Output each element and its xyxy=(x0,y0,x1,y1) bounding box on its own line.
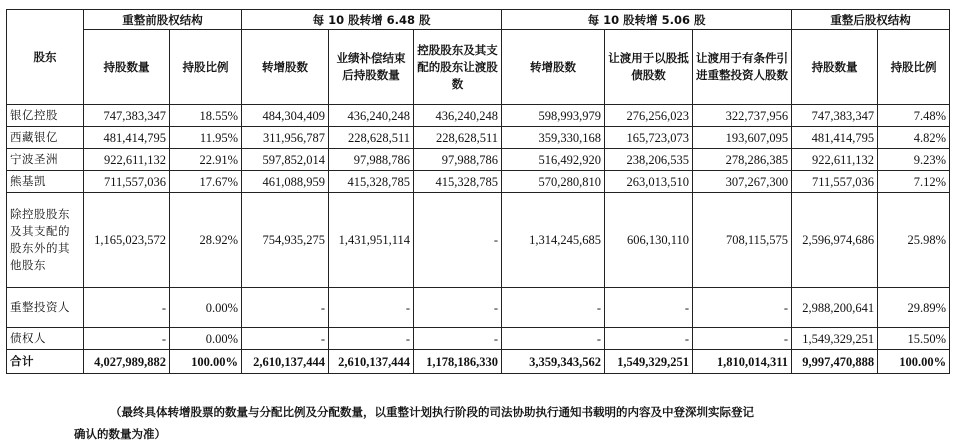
cell-c506-debt: 263,013,510 xyxy=(605,171,693,193)
header-convert-648: 每 10 股转增 6.48 股 xyxy=(242,10,502,30)
cell-after-shares: 2,988,200,641 xyxy=(792,288,878,328)
cell-after-shares: 922,611,132 xyxy=(792,149,878,171)
cell-after-shares: 481,414,795 xyxy=(792,127,878,149)
cell-c506-debt: - xyxy=(605,328,693,350)
cell-c506-investor: - xyxy=(693,328,792,350)
cell-after-ratio: 25.98% xyxy=(878,193,950,288)
total-after-ratio: 100.00% xyxy=(878,350,950,374)
table-row xyxy=(7,171,950,193)
subheader-c506-investor: 让渡用于有条件引进重整投资人股数 xyxy=(693,30,792,105)
subheader-before-ratio: 持股比例 xyxy=(170,30,242,105)
cell-after-ratio: 29.89% xyxy=(878,288,950,328)
cell-c506-investor: 278,286,385 xyxy=(693,149,792,171)
table-row xyxy=(7,105,950,127)
cell-before-shares: - xyxy=(84,288,170,328)
header-after: 重整后股权结构 xyxy=(792,10,950,30)
header-convert-506: 每 10 股转增 5.06 股 xyxy=(502,10,792,30)
top-header-row xyxy=(7,10,950,30)
cell-after-ratio: 7.12% xyxy=(878,171,950,193)
cell-c648-added: 484,304,409 xyxy=(242,105,329,127)
cell-after-shares: 711,557,036 xyxy=(792,171,878,193)
cell-c506-debt: 606,130,110 xyxy=(605,193,693,288)
total-c506-added: 3,359,343,562 xyxy=(502,350,605,374)
total-c648-transferred: 1,178,186,330 xyxy=(414,350,502,374)
sub-header-row xyxy=(7,30,950,105)
cell-c648-transferred: - xyxy=(414,193,502,288)
row-name: 重整投资人 xyxy=(7,288,84,328)
cell-before-ratio: 0.00% xyxy=(170,328,242,350)
cell-before-ratio: 0.00% xyxy=(170,288,242,328)
cell-c506-investor: 708,115,575 xyxy=(693,193,792,288)
cell-c648-held-after: 1,431,951,114 xyxy=(329,193,414,288)
cell-c648-held-after: - xyxy=(329,328,414,350)
cell-c506-investor: 322,737,956 xyxy=(693,105,792,127)
table-row xyxy=(7,149,950,171)
cell-after-ratio: 9.23% xyxy=(878,149,950,171)
cell-before-shares: 711,557,036 xyxy=(84,171,170,193)
cell-c648-held-after: 97,988,786 xyxy=(329,149,414,171)
cell-c648-transferred: 415,328,785 xyxy=(414,171,502,193)
cell-before-shares: 747,383,347 xyxy=(84,105,170,127)
cell-c648-transferred: 436,240,248 xyxy=(414,105,502,127)
cell-before-ratio: 28.92% xyxy=(170,193,242,288)
cell-c506-added: 570,280,810 xyxy=(502,171,605,193)
cell-c506-added: 359,330,168 xyxy=(502,127,605,149)
subheader-after-ratio: 持股比例 xyxy=(878,30,950,105)
cell-after-shares: 1,549,329,251 xyxy=(792,328,878,350)
subheader-before-shares: 持股数量 xyxy=(84,30,170,105)
subheader-c648-transferred: 控股股东及其支配的股东让渡股数 xyxy=(414,30,502,105)
cell-c648-transferred: 97,988,786 xyxy=(414,149,502,171)
subheader-c648-added: 转增股数 xyxy=(242,30,329,105)
footnote-line-1: （最终具体转增股票的数量与分配比例及分配数量，以重整计划执行阶段的司法协助执行通知书载明的内容及中登深圳实际登记 xyxy=(110,405,754,419)
cell-after-ratio: 4.82% xyxy=(878,127,950,149)
subheader-c648-held-after: 业绩补偿结束后持股数量 xyxy=(329,30,414,105)
total-c648-added: 2,610,137,444 xyxy=(242,350,329,374)
cell-c648-held-after: - xyxy=(329,288,414,328)
total-c506-debt: 1,549,329,251 xyxy=(605,350,693,374)
table-row xyxy=(7,193,950,288)
cell-before-shares: 1,165,023,572 xyxy=(84,193,170,288)
row-name: 银亿控股 xyxy=(7,105,84,127)
row-name: 宁波圣洲 xyxy=(7,149,84,171)
total-c506-investor: 1,810,014,311 xyxy=(693,350,792,374)
cell-c648-held-after: 436,240,248 xyxy=(329,105,414,127)
cell-before-ratio: 18.55% xyxy=(170,105,242,127)
header-before: 重整前股权结构 xyxy=(84,10,242,30)
subheader-c506-debt: 让渡用于以股抵债股数 xyxy=(605,30,693,105)
footnote xyxy=(0,401,955,445)
cell-c648-transferred: - xyxy=(414,288,502,328)
cell-c506-investor: 193,607,095 xyxy=(693,127,792,149)
cell-c506-debt: 276,256,023 xyxy=(605,105,693,127)
total-row xyxy=(7,350,950,374)
cell-c648-held-after: 415,328,785 xyxy=(329,171,414,193)
cell-after-shares: 747,383,347 xyxy=(792,105,878,127)
row-name: 熊基凯 xyxy=(7,171,84,193)
cell-c648-added: 461,088,959 xyxy=(242,171,329,193)
cell-before-shares: 922,611,132 xyxy=(84,149,170,171)
cell-c648-held-after: 228,628,511 xyxy=(329,127,414,149)
cell-before-ratio: 11.95% xyxy=(170,127,242,149)
total-label: 合计 xyxy=(7,350,84,374)
cell-before-ratio: 22.91% xyxy=(170,149,242,171)
cell-c506-investor: 307,267,300 xyxy=(693,171,792,193)
header-shareholder: 股东 xyxy=(7,10,84,105)
cell-c648-added: - xyxy=(242,328,329,350)
cell-c506-added: - xyxy=(502,328,605,350)
cell-c506-debt: 238,206,535 xyxy=(605,149,693,171)
total-before-shares: 4,027,989,882 xyxy=(84,350,170,374)
total-before-ratio: 100.00% xyxy=(170,350,242,374)
cell-c506-added: 516,492,920 xyxy=(502,149,605,171)
cell-c648-added: 311,956,787 xyxy=(242,127,329,149)
cell-before-shares: - xyxy=(84,328,170,350)
row-name: 除控股股东及其支配的股东外的其他股东 xyxy=(7,193,84,288)
table-row xyxy=(7,127,950,149)
table-row xyxy=(7,288,950,328)
cell-c506-added: 1,314,245,685 xyxy=(502,193,605,288)
cell-c648-added: - xyxy=(242,288,329,328)
equity-structure-table xyxy=(6,9,950,374)
cell-after-ratio: 15.50% xyxy=(878,328,950,350)
footnote-line-2: 确认的数量为准） xyxy=(74,427,166,441)
subheader-c506-added: 转增股数 xyxy=(502,30,605,105)
row-name: 债权人 xyxy=(7,328,84,350)
cell-c506-added: - xyxy=(502,288,605,328)
total-after-shares: 9,997,470,888 xyxy=(792,350,878,374)
cell-c506-investor: - xyxy=(693,288,792,328)
total-c648-held-after: 2,610,137,444 xyxy=(329,350,414,374)
subheader-after-shares: 持股数量 xyxy=(792,30,878,105)
cell-before-shares: 481,414,795 xyxy=(84,127,170,149)
cell-c506-added: 598,993,979 xyxy=(502,105,605,127)
cell-c506-debt: - xyxy=(605,288,693,328)
cell-c648-added: 597,852,014 xyxy=(242,149,329,171)
cell-before-ratio: 17.67% xyxy=(170,171,242,193)
cell-after-shares: 2,596,974,686 xyxy=(792,193,878,288)
cell-c648-transferred: 228,628,511 xyxy=(414,127,502,149)
cell-c648-added: 754,935,275 xyxy=(242,193,329,288)
row-name: 西藏银亿 xyxy=(7,127,84,149)
cell-c506-debt: 165,723,073 xyxy=(605,127,693,149)
cell-after-ratio: 7.48% xyxy=(878,105,950,127)
cell-c648-transferred: - xyxy=(414,328,502,350)
table-row xyxy=(7,328,950,350)
